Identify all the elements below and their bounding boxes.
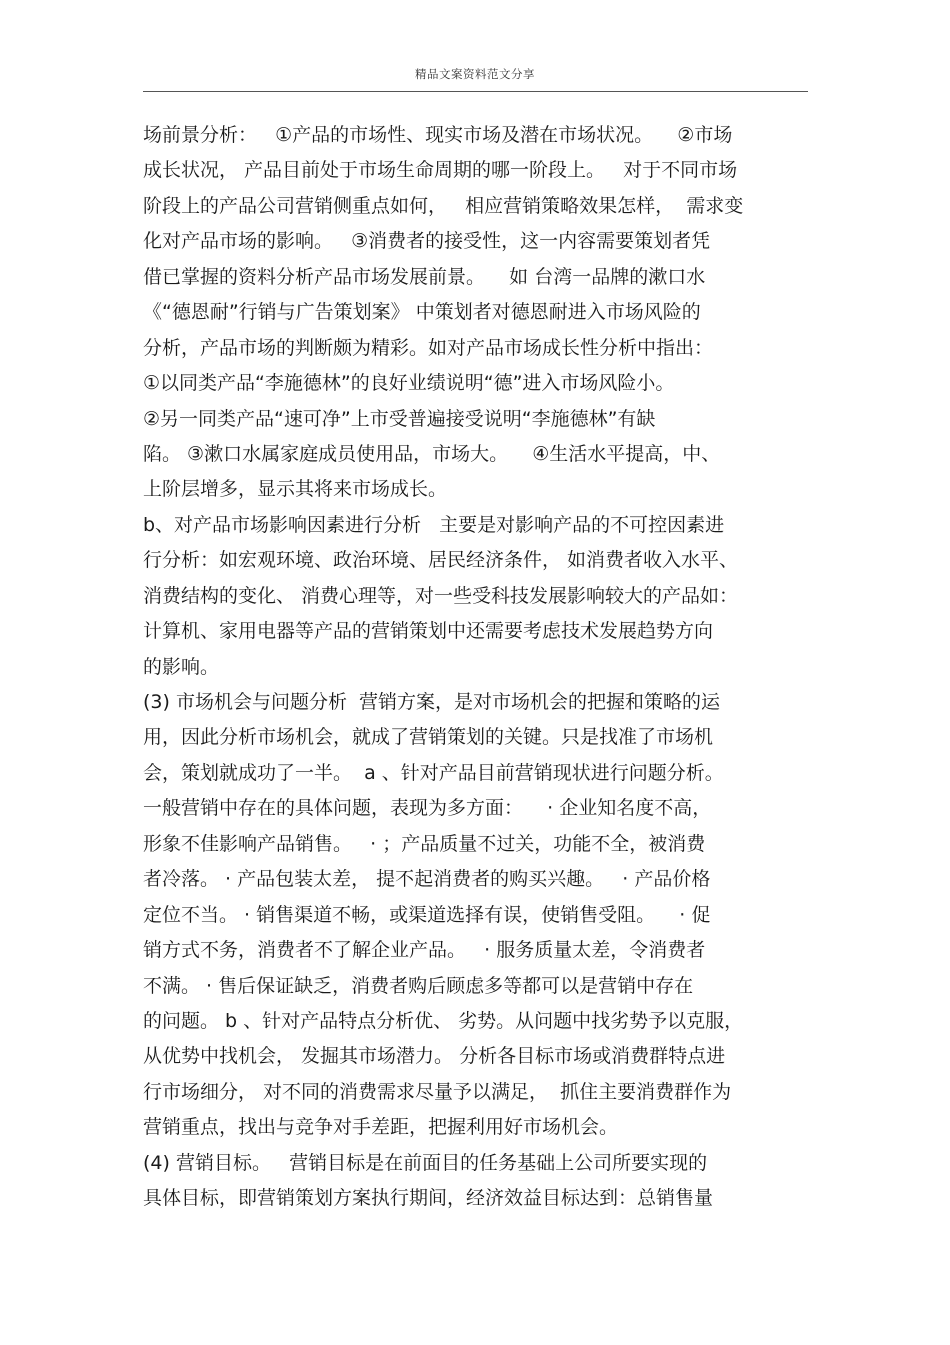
text-line: 成长状况， 产品目前处于市场生命周期的哪一阶段上。 对于不同市场 — [143, 159, 738, 182]
text-line: 销方式不务，消费者不了解企业产品。 · 服务质量太差，令消费者 — [143, 939, 706, 962]
text-line: 形象不佳影响产品销售。 · ；产品质量不过关，功能不全，被消费 — [143, 832, 706, 855]
text-line: 分析，产品市场的判断颇为精彩。如对产品市场成长性分析中指出： — [143, 336, 714, 359]
text-line: 的问题。 b 、针对产品特点分析优、 劣势。从问题中找劣势予以克服， — [143, 1009, 744, 1032]
text-line: 借已掌握的资料分析产品市场发展前景。 如 台湾一品牌的漱口水 — [143, 265, 706, 288]
text-line: 从优势中找机会， 发掘其市场潜力。 分析各目标市场或消费群特点进 — [143, 1045, 726, 1068]
text-line: ②另一同类产品“速可净”上市受普遍接受说明“李施德林”有缺 — [143, 407, 656, 430]
text-line: 者冷落。 · 产品包装太差， 提不起消费者的购买兴趣。 · 产品价格 — [143, 868, 711, 891]
page-header: 精品文案资料范文分享 — [415, 67, 535, 81]
text-line: 陷。 ③漱口水属家庭成员使用品，市场大。 ④生活水平提高，中、 — [143, 442, 721, 465]
text-line: 化对产品市场的影响。 ③消费者的接受性，这一内容需要策划者凭 — [143, 230, 711, 253]
text-line: b、对产品市场影响因素进行分析 主要是对影响产品的不可控因素进 — [143, 513, 725, 536]
text-line: 用，因此分析市场机会，就成了营销策划的关键。只是找准了市场机 — [143, 726, 714, 749]
text-line: 一般营销中存在的具体问题，表现为多方面： · 企业知名度不高， — [143, 797, 712, 820]
text-line: 场前景分析： ①产品的市场性、现实市场及潜在市场状况。 ②市场 — [143, 124, 733, 146]
text-line: 具体目标，即营销策划方案执行期间，经济效益目标达到：总销售量 — [143, 1187, 714, 1210]
text-line: 行分析：如宏观环境、政治环境、居民经济条件， 如消费者收入水平、 — [143, 549, 739, 572]
text-line: (3) 市场机会与问题分析 营销方案，是对市场机会的把握和策略的运 — [143, 691, 721, 713]
text-line: 定位不当。 · 销售渠道不畅，或渠道选择有误，使销售受阻。 · 促 — [143, 903, 711, 926]
header-divider — [143, 91, 808, 92]
text-line: 《“德恩耐”行销与广告策划案》 中策划者对德恩耐进入市场风险的 — [143, 301, 701, 324]
text-line: (4) 营销目标。 营销目标是在前面目的任务基础上公司所要实现的 — [143, 1151, 708, 1174]
text-line: 计算机、家用电器等产品的营销策划中还需要考虑技术发展趋势方向 — [143, 620, 714, 643]
text-line: 营销重点，找出与竞争对手差距，把握利用好市场机会。 — [143, 1116, 619, 1139]
document-body — [143, 118, 808, 1217]
text-line: 会，策划就成功了一半。 a 、针对产品目前营销现状进行问题分析。 — [143, 761, 724, 784]
text-line: 阶段上的产品公司营销侧重点如何， 相应营销策略效果怎样， 需求变 — [143, 194, 744, 217]
text-line: 行市场细分， 对不同的消费需求尽量予以满足， 抓住主要消费群作为 — [143, 1080, 732, 1103]
text-line: ①以同类产品“李施德林”的良好业绩说明“德”进入市场风险小。 — [143, 372, 675, 395]
text-line: 消费结构的变化、 消费心理等，对一些受科技发展影响较大的产品如： — [143, 584, 739, 607]
text-line: 不满。 · 售后保证缺乏，消费者购后顾虑多等都可以是营销中存在 — [143, 974, 694, 997]
text-line: 的影响。 — [143, 655, 220, 678]
text-line: 上阶层增多，显示其将来市场成长。 — [143, 478, 448, 501]
